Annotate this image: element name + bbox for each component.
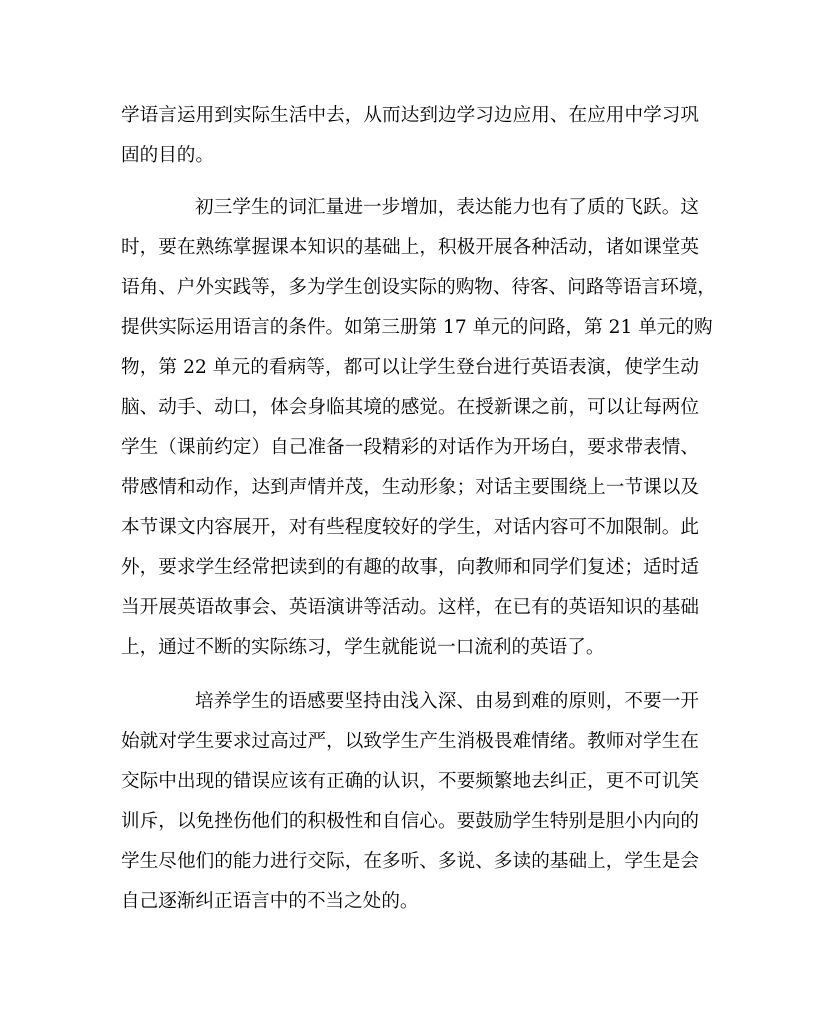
paragraph-gap [121,668,699,682]
text-line: 学语言运用到实际生活中去，从而达到边学习边应用、在应用中学习巩 [121,105,699,126]
text-line: 脑、动手、动口，体会身临其境的感觉。在授新课之前，可以让每两位 [121,397,699,418]
text-line: 初三学生的词汇量进一步增加，表达能力也有了质的飞跃。这 [195,197,699,218]
text-line: 培养学生的语感要坚持由浅入深、由易到难的原则，不要一开 [195,691,699,712]
text-line: 交际中出现的错误应该有正确的认识，不要频繁地去纠正，更不可讥笑 [121,771,699,792]
text-line: 时，要在熟练掌握课本知识的基础上，积极开展各种活动，诸如课堂英 [121,237,699,258]
text-line: 训斥，以免挫伤他们的积极性和自信心。要鼓励学生特别是胆小内向的 [121,811,699,832]
text-line: 始就对学生要求过高过严，以致学生产生消极畏难情绪。教师对学生在 [121,731,699,752]
text-line: 带感情和动作，达到声情并茂，生动形象；对话主要围绕上一节课以及 [121,477,699,498]
text-line: 物，第 22 单元的看病等，都可以让学生登台进行英语表演，使学生动 [121,357,699,378]
paragraph-grade-three [121,188,717,668]
paragraph-gap [121,176,699,188]
text-line: 提供实际运用语言的条件。如第三册第 17 单元的问路，第 21 单元的购 [121,317,713,338]
paragraph-language-sense [121,682,699,922]
text-line: 学生尽他们的能力进行交际，在多听、多说、多读的基础上，学生是会 [121,851,699,872]
text-line: 当开展英语故事会、英语演讲等活动。这样，在已有的英语知识的基础 [121,597,699,618]
text-line: 本节课文内容展开，对有些程度较好的学生，对话内容可不加限制。此 [121,517,699,538]
document-body [121,96,717,922]
text-line: 外，要求学生经常把读到的有趣的故事，向教师和同学们复述；适时适 [121,557,699,578]
text-line: 学生（课前约定）自己准备一段精彩的对话作为开场白，要求带表情、 [121,437,699,458]
text-line: 固的目的。 [121,145,214,166]
text-line: 上，通过不断的实际练习，学生就能说一口流利的英语了。 [121,637,605,658]
paragraph-continuation [121,96,699,176]
text-line: 自己逐渐纠正语言中的不当之处的。 [121,891,419,912]
text-line: 语角、户外实践等，多为学生创设实际的购物、待客、问路等语言环境， [121,277,717,298]
